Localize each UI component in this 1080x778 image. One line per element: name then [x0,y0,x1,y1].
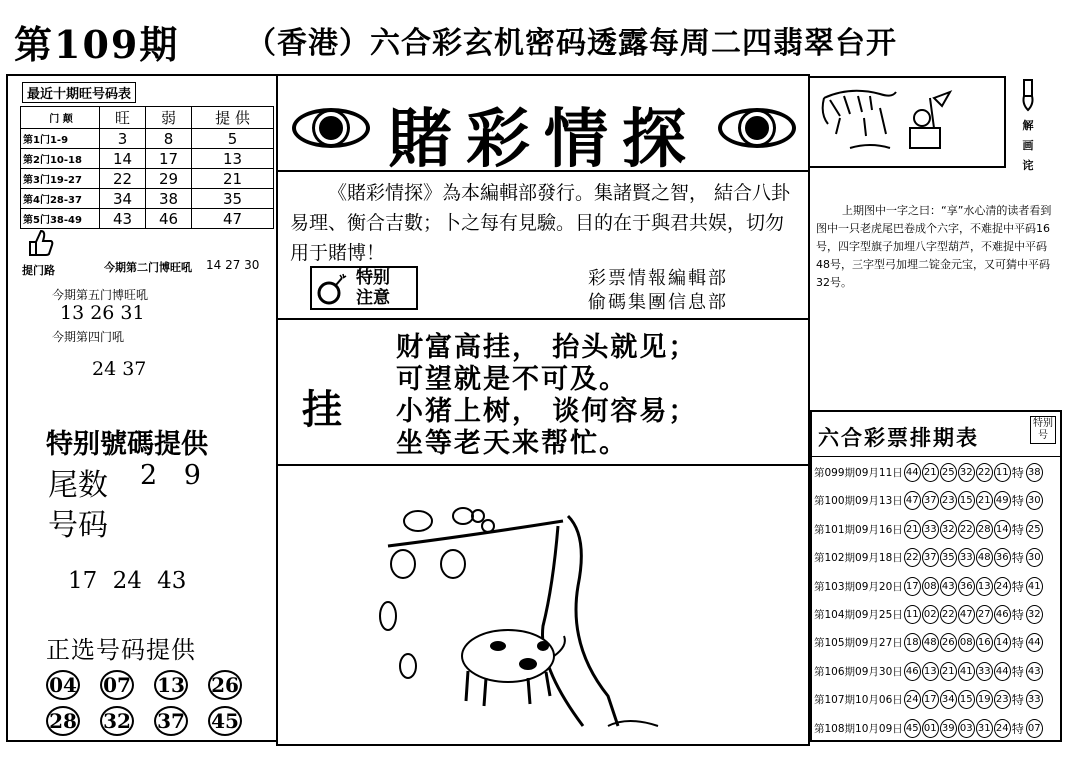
table-row [21,149,274,169]
table-row [814,659,1043,684]
gua-character: 挂 [302,387,342,433]
page-title: （香港）六合彩玄机密码透露每周二四翡翠台开 [246,26,897,61]
page-header [14,8,1074,67]
pick-number: 04 [46,670,80,700]
special-number: 32 [1026,605,1043,624]
drawn-number: 13 [922,662,939,681]
table-row [814,602,1043,627]
drawn-number: 33 [922,520,939,539]
special-title: 特别號碼提供 [46,429,208,460]
left-column [6,74,278,742]
thumbs-up-icon [26,228,54,258]
special-number: 44 [1026,633,1043,652]
hint-line2-label: 今期第五门博旺吼 [52,288,149,302]
table-row [21,189,274,209]
pick-number: 07 [100,670,134,700]
table-cell: 29 [146,169,192,189]
special-number: 30 [1026,491,1043,510]
table-row [814,574,1043,599]
drawn-number: 23 [994,690,1011,709]
picks-row-1 [46,670,276,700]
issue-number: 第109期 [14,22,180,67]
special-number-label: 特别号 [1030,416,1056,444]
special-number: 41 [1026,577,1043,596]
schedule-title: 六合彩票排期表 [818,426,979,450]
schedule-issue: 第106期09月30日 [814,665,903,678]
drawn-number: 21 [940,662,957,681]
drawn-number: 21 [904,520,921,539]
drawn-number: 21 [922,463,939,482]
table-cell: 第3门19-27 [21,169,100,189]
drawn-number: 11 [994,463,1011,482]
hint-label: 提门路 [22,264,55,277]
divider [278,318,808,320]
drawn-number: 35 [940,548,957,567]
last-table-title: 最近十期旺号码表 [22,82,136,103]
drawn-number: 16 [976,633,993,652]
last-riddle-explanation: 上期图中一字之曰：“享”水心清的读者看到图中一只老虎尾巴卷成个六字，不难捉中平码16号，四字型旗子加埋八字型葫芦，不难捉中平码48号，三字型弓加埋二锭金元宝，又可猜中平码32号。 [816,204,1052,289]
schedule-issue: 第102期09月18日 [814,552,903,565]
drawn-number: 14 [994,633,1011,652]
drawn-number: 48 [922,633,939,652]
drawn-number: 43 [940,577,957,596]
table-cell: 34 [100,189,146,209]
special-marker: 特 [1011,579,1024,594]
recent-hot-table [20,106,274,229]
divider [812,456,1060,457]
table-row [814,488,1043,513]
code-label: 号码 [48,508,108,543]
drawn-number: 44 [994,662,1011,681]
drawn-number: 33 [976,662,993,681]
special-marker: 特 [1011,721,1024,736]
drawn-number: 24 [904,690,921,709]
schedule-issue: 第107期10月06日 [814,694,903,707]
drawn-number: 13 [976,577,993,596]
schedule-issue: 第099期09月11日 [814,467,903,479]
drawn-number: 11 [904,605,921,624]
table-cell: 第4门28-37 [21,189,100,209]
table-cell: 22 [100,169,146,189]
special-number: 07 [1026,719,1043,738]
tiger-flag-illustration [810,78,1004,166]
drawn-number: 39 [940,719,957,738]
table-cell: 47 [192,209,274,229]
table-header: 旺 [100,107,146,129]
schedule-issue: 第108期10月09日 [814,722,903,735]
drawn-number: 14 [994,520,1011,539]
table-row [21,169,274,189]
special-marker: 特 [1011,608,1024,622]
hint-line1-nums: 14 27 30 [206,258,260,272]
jie-label: 解 画 诧 [1022,119,1034,172]
schedule-issue: 第105期09月27日 [814,637,903,650]
drawn-number: 36 [958,577,975,596]
drawn-number: 22 [940,605,957,624]
table-cell: 38 [146,189,192,209]
attention-box [310,266,418,310]
special-marker: 特 [1011,466,1024,480]
hint-line3-label: 今期第四门吼 [52,330,125,344]
drawn-number: 32 [940,520,957,539]
drawn-number: 47 [904,491,921,510]
brand-title: 賭彩情探 [388,102,700,177]
attention-line2: 注意 [356,288,390,308]
drawn-number: 15 [958,690,975,709]
attention-line1: 特别 [356,268,390,288]
drawn-number: 27 [976,605,993,624]
pick-number: 32 [100,706,134,736]
tail-nums: 2 9 [140,460,201,491]
hint-line1-label: 今期第二门博旺吼 [104,261,192,274]
pointing-hand-icon [1018,78,1038,112]
special-marker: 特 [1011,551,1024,566]
publisher-2: 偷碼集團信息部 [588,292,728,313]
special-marker: 特 [1011,664,1024,679]
special-marker: 特 [1011,494,1024,509]
table-header: 提 供 [192,107,274,129]
drawn-number: 08 [958,633,975,652]
table-row [21,209,274,229]
pick-number: 13 [154,670,188,700]
riddle-poem [396,332,697,460]
eye-icon [292,108,370,148]
drawn-number: 28 [976,520,993,539]
table-header-row [21,107,274,129]
table-cell: 3 [100,129,146,149]
special-number: 38 [1026,463,1043,482]
special-number: 33 [1026,690,1043,709]
table-cell: 35 [192,189,274,209]
drawn-number: 18 [904,633,921,652]
drawn-number: 32 [958,463,975,482]
table-cell: 第5门38-49 [21,209,100,229]
drawn-number: 46 [904,662,921,681]
intro-text: 《賭彩情探》為本編輯部發行。集諸賢之智， 結合八卦易理、衡合吉數；卜之每有見驗。目的在于與君共娱，切勿用于賭博！ [290,182,791,264]
hint-line2-nums: 13 26 31 [60,302,145,324]
table-cell: 14 [100,149,146,169]
table-cell: 21 [192,169,274,189]
tail-label: 尾数 [48,468,108,503]
schedule-issue: 第101期09月16日 [814,523,903,536]
drawn-number: 49 [994,491,1011,510]
drawn-number: 03 [958,719,975,738]
table-row [814,716,1043,741]
special-number: 30 [1026,548,1043,567]
drawn-number: 45 [904,719,921,738]
hint-line3-nums: 24 37 [92,358,147,380]
drawn-number: 41 [958,662,975,681]
table-cell: 第1门1-9 [21,129,100,149]
table-cell: 13 [192,149,274,169]
drawn-number: 23 [940,491,957,510]
special-marker: 特 [1011,693,1024,708]
drawn-number: 31 [976,719,993,738]
schedule-issue: 第100期09月13日 [814,495,903,508]
table-header: 弱 [146,107,192,129]
table-cell: 5 [192,129,274,149]
drawn-number: 37 [922,491,939,510]
drawn-number: 19 [976,690,993,709]
drawn-number: 22 [976,463,993,482]
drawn-number: 34 [940,690,957,709]
table-row [814,460,1043,485]
table-cell: 43 [100,209,146,229]
drawn-number: 21 [976,491,993,510]
eye-icon [718,108,796,148]
drawn-number: 44 [904,463,921,482]
picks-row-2 [46,706,276,736]
drawn-number: 33 [958,548,975,567]
drawn-number: 22 [958,520,975,539]
pig-tree-illustration [368,496,708,736]
drawn-number: 46 [994,605,1011,624]
poem-line: 坐等老天来帮忙。 [396,428,628,459]
table-row [814,687,1043,712]
poem-line: 小猪上树， 谈何容易； [396,396,698,427]
drawn-number: 08 [922,577,939,596]
pick-number: 26 [208,670,242,700]
table-row [814,630,1043,655]
drawn-number: 15 [958,491,975,510]
right-column [806,74,1070,742]
table-cell: 46 [146,209,192,229]
drawn-number: 17 [922,690,939,709]
pick-number: 45 [208,706,242,736]
drawn-number: 22 [904,548,921,567]
special-marker: 特 [1011,522,1024,537]
drawn-number: 26 [940,633,957,652]
picks-title: 正选号码提供 [46,636,196,664]
drawn-number: 48 [976,548,993,567]
drawn-number: 37 [922,548,939,567]
schedule-issue: 第104期09月25日 [814,609,903,621]
table-row [814,545,1043,570]
drawn-number: 47 [958,605,975,624]
table-row [21,129,274,149]
table-cell: 8 [146,129,192,149]
table-cell: 第2门10-18 [21,149,100,169]
pick-number: 28 [46,706,80,736]
table-header: 门 颠 [21,107,100,129]
code-nums: 17 24 43 [68,568,187,594]
drawn-number: 36 [994,548,1011,567]
divider [278,464,808,466]
drawn-number: 17 [904,577,921,596]
center-column [276,74,810,746]
drawn-number: 01 [922,719,939,738]
special-marker: 特 [1011,636,1024,651]
riddle-picture [808,76,1006,168]
bomb-icon [316,272,348,306]
drawn-number: 24 [994,719,1011,738]
special-number: 43 [1026,662,1043,681]
table-cell: 17 [146,149,192,169]
special-number: 25 [1026,520,1043,539]
publisher-1: 彩票情報編輯部 [588,268,728,289]
divider [278,170,808,172]
schedule-issue: 第103期09月20日 [814,580,903,593]
pick-number: 37 [154,706,188,736]
drawn-number: 02 [922,605,939,624]
drawn-number: 24 [994,577,1011,596]
poem-line: 可望就是不可及。 [396,364,628,395]
drawn-number: 25 [940,463,957,482]
table-row [814,517,1043,542]
poem-line: 财富高挂， 抬头就见； [396,332,698,363]
